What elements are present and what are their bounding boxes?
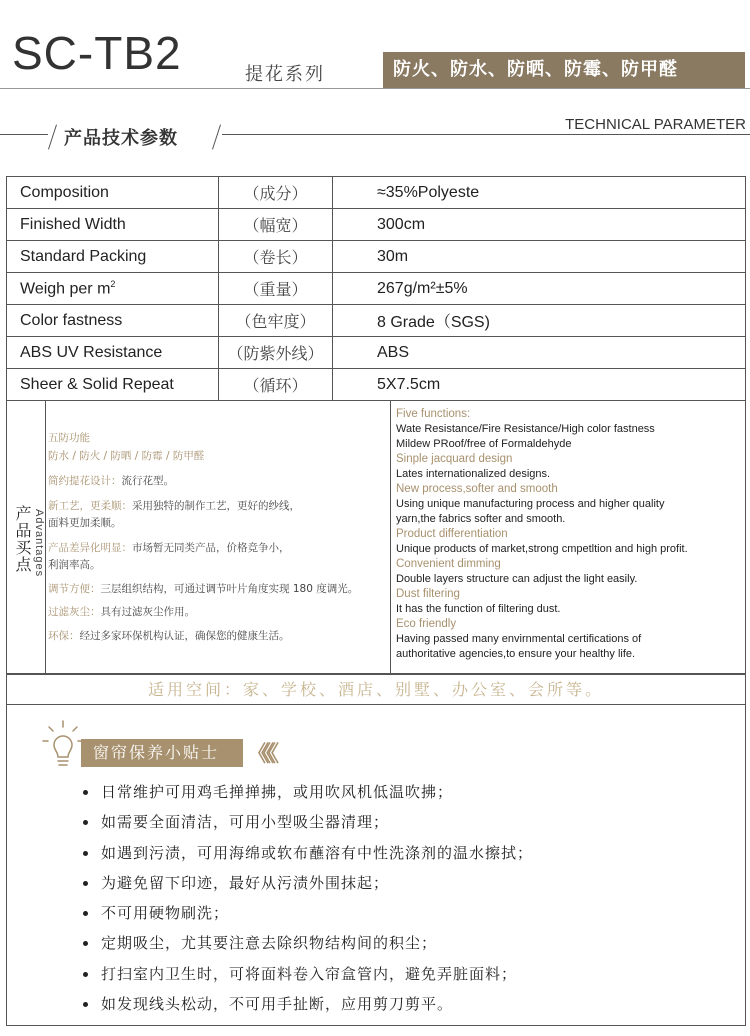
lightbulb-icon xyxy=(41,719,85,771)
advantage-heading: Eco friendly xyxy=(396,618,457,630)
param-row xyxy=(7,369,746,401)
model-number: SC-TB2 xyxy=(12,27,182,79)
advantage-text: Lates internationalized designs. xyxy=(396,468,551,480)
bullet-icon xyxy=(83,1002,88,1007)
feature-banner: 防火、防水、防晒、防霉、防甲醛 xyxy=(383,52,745,88)
advantage-text: It has the function of filtering dust. xyxy=(396,603,561,615)
bullet-icon xyxy=(83,851,88,856)
advantage-text: Mildew PRoof/free of Formaldehyde xyxy=(396,438,572,450)
param-name: Weigh per $m^2$ xyxy=(7,273,219,305)
bullet-icon xyxy=(83,881,88,886)
advantage-text: Wate Resistance/Fire Resistance/High color fastness xyxy=(396,423,655,435)
section-title-cn: 产品技术参数 xyxy=(64,128,178,149)
param-row xyxy=(7,241,746,273)
bullet-icon xyxy=(83,972,88,977)
title-slash-left xyxy=(48,124,57,149)
parameter-table xyxy=(6,176,746,401)
care-tips-list xyxy=(83,777,533,1019)
advantages-label xyxy=(7,401,46,673)
care-tip-item: 如遇到污渍，可用海绵或软布蘸溶有中性洗涤剂的温水擦拭； xyxy=(83,838,533,868)
care-tip-item: 为避免留下印迹，最好从污渍外围抹起； xyxy=(83,868,533,898)
bullet-icon xyxy=(83,820,88,825)
advantage-cn-line: 简约提花设计：流行花型。 xyxy=(48,475,174,487)
param-value: ≈35%Polyeste xyxy=(333,177,746,209)
param-name: Color fastness xyxy=(7,305,219,337)
bullet-icon xyxy=(83,941,88,946)
param-value: ABS xyxy=(333,337,746,369)
param-value: 300cm xyxy=(333,209,746,241)
param-row xyxy=(7,177,746,209)
bullet-icon xyxy=(83,911,88,916)
advantage-cn-line: 调节方便：三层组织结构，可通过调节叶片角度实现 180 度调光。 xyxy=(48,583,359,595)
advantage-text: Using unique manufacturing process and higher quality xyxy=(396,498,665,510)
advantage-text: Having passed many envirnmental certifications of xyxy=(396,633,642,645)
advantage-cn-line: 过滤灰尘：具有过滤灰尘作用。 xyxy=(48,606,195,618)
param-name-cn: （色牢度） xyxy=(219,305,333,337)
param-name-cn: （成分） xyxy=(219,177,333,209)
title-rule-right xyxy=(222,134,750,135)
care-tip-item: 定期吸尘，尤其要注意去除织物结构间的积尘； xyxy=(83,928,533,958)
care-tip-item: 打扫室内卫生时，可将面料卷入帘盒管内，避免弄脏面料； xyxy=(83,959,533,989)
advantage-heading: New process,softer and smooth xyxy=(396,483,558,495)
care-tip-item: 如发现线头松动，不可用手扯断，应用剪刀剪平。 xyxy=(83,989,533,1019)
param-name: Standard Packing xyxy=(7,241,219,273)
param-value: 267g/m²±5% xyxy=(333,273,746,305)
param-row xyxy=(7,305,746,337)
advantage-heading: Product differentiation xyxy=(396,528,508,540)
advantages-en-column xyxy=(396,407,746,662)
advantages-cn-column xyxy=(45,401,391,673)
page-header xyxy=(0,0,750,88)
param-row xyxy=(7,273,746,305)
advantage-text: Unique products of market,strong cmpetltion and high profit. xyxy=(396,543,688,555)
advantage-cn-line: 环保：经过多家环保机构认证，确保您的健康生活。 xyxy=(48,630,290,642)
advantage-cn-line: 新工艺，更柔顺：采用独特的制作工艺，更好的纱线， xyxy=(48,500,300,512)
advantage-heading: Convenient dimming xyxy=(396,558,501,570)
care-tip-item: 日常维护可用鸡毛掸掸拂，或用吹风机低温吹拂； xyxy=(83,777,533,807)
bullet-icon xyxy=(83,790,88,795)
advantage-text: yarn,the fabrics softer and smooth. xyxy=(396,513,566,525)
param-value: 30m xyxy=(333,241,746,273)
param-name: Composition xyxy=(7,177,219,209)
param-value: 5X7.5cm xyxy=(333,369,746,401)
advantages-label-en: Advantages xyxy=(33,509,45,578)
chevron-left-icon: 《《《 xyxy=(247,742,274,767)
header-divider xyxy=(0,88,750,89)
section-title-en: TECHNICAL PARAMETER xyxy=(565,116,746,133)
param-name: ABS UV Resistance xyxy=(7,337,219,369)
advantages-panel xyxy=(6,401,746,674)
care-tip-item: 如需要全面清洁，可用小型吸尘器清理； xyxy=(83,807,533,837)
param-name: Finished Width xyxy=(7,209,219,241)
param-name: Sheer & Solid Repeat xyxy=(7,369,219,401)
care-tips-panel xyxy=(6,705,746,1026)
advantage-cn-line: 防水 / 防火 / 防晒 / 防霉 / 防甲醛 xyxy=(48,450,205,462)
title-slash-right xyxy=(212,124,221,149)
param-name-cn: （重量） xyxy=(219,273,333,305)
advantage-heading: Sinple jacquard design xyxy=(396,453,513,465)
param-name-cn: （卷长） xyxy=(219,241,333,273)
param-row xyxy=(7,209,746,241)
advantage-text: authoritative agencies,to ensure your healthy life. xyxy=(396,648,636,660)
care-tips-title: 窗帘保养小贴士 xyxy=(81,739,243,767)
section-title xyxy=(0,112,750,152)
advantage-cn-line: 面料更加柔顺。 xyxy=(48,517,122,529)
param-row xyxy=(7,337,746,369)
application-spaces: 适用空间：家、学校、酒店、别墅、办公室、会所等。 xyxy=(6,674,746,705)
advantage-cn-line: 产品差异化明显：市场暂无同类产品，价格竞争小， xyxy=(48,542,290,554)
param-name-cn: （幅宽） xyxy=(219,209,333,241)
advantage-cn-line: 五防功能 xyxy=(48,432,90,444)
advantage-text: Double layers structure can adjust the light easily. xyxy=(396,573,638,585)
advantage-cn-line: 利润率高。 xyxy=(48,559,101,571)
advantage-heading: Dust filtering xyxy=(396,588,460,600)
param-name-cn: （循环） xyxy=(219,369,333,401)
care-tip-item: 不可用硬物刷洗； xyxy=(83,898,533,928)
param-name-cn: （防紫外线） xyxy=(219,337,333,369)
title-rule-left xyxy=(0,134,48,135)
param-value: 8 Grade（SGS) xyxy=(333,305,746,337)
advantages-label-cn: 产品买点 xyxy=(13,505,32,573)
advantage-heading: Five functions: xyxy=(396,408,471,420)
series-name: 提花系列 xyxy=(245,64,325,85)
